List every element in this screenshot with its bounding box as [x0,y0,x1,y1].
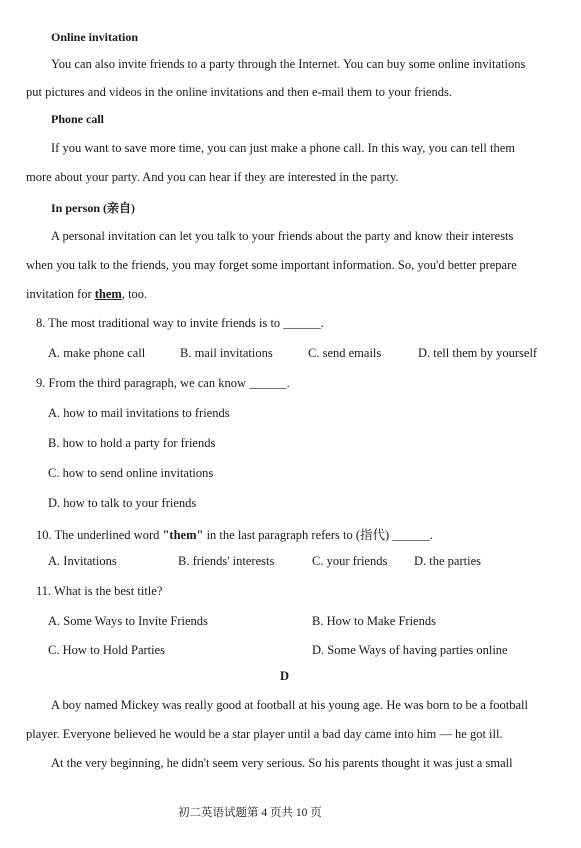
q10-option-d: D. the parties [414,554,481,568]
section-d-heading: D [280,669,290,683]
question-9: 9. From the third paragraph, we can know ______. [36,376,290,390]
paragraph-line: At the very beginning, he didn't seem very serious. So his parents thought it was just a small [51,756,513,770]
q10-option-a: A. Invitations [48,554,117,568]
q9-option-a: A. how to mail invitations to friends [48,406,230,420]
bold-word: "them" [162,528,204,542]
paragraph-line: A boy named Mickey was really good at football at his young age. He was born to be a football [51,698,528,712]
q11-option-d: D. Some Ways of having parties online [312,643,508,657]
text-segment: invitation for [26,287,95,301]
heading-in-person: In person (亲自) [51,201,136,215]
question-10 [36,525,433,543]
underlined-word: them [94,287,122,301]
text-segment: in the last paragraph refers to (指代) ______. [203,528,433,542]
q11-option-a: A. Some Ways to Invite Friends [48,614,208,628]
paragraph-line: You can also invite friends to a party through the Internet. You can buy some online invitations [51,57,526,71]
paragraph-line: player. Everyone believed he would be a star player until a bad day came into him — he got ill. [26,727,503,741]
paragraph-line: put pictures and videos in the online invitations and then e-mail them to your friends. [26,85,452,99]
heading-online-invitation: Online invitation [51,30,139,44]
paragraph-line: If you want to save more time, you can just make a phone call. In this way, you can tell them [51,141,515,155]
paragraph-line: A personal invitation can let you talk to your friends about the party and know their interests [51,229,514,243]
question-8: 8. The most traditional way to invite friends is to ______. [36,316,324,330]
text-segment: , too. [121,287,148,301]
paragraph-line: more about your party. And you can hear if they are interested in the party. [26,170,399,184]
q9-option-b: B. how to hold a party for friends [48,436,216,450]
q10-option-c: C. your friends [312,554,388,568]
q9-option-c: C. how to send online invitations [48,466,214,480]
q8-option-b: B. mail invitations [180,346,273,360]
q8-option-a: A. make phone call [48,346,146,360]
paragraph-line [26,287,147,302]
question-11: 11. What is the best title? [36,584,163,598]
heading-phone-call: Phone call [51,112,104,126]
q11-option-b: B. How to Make Friends [312,614,436,628]
q11-option-c: C. How to Hold Parties [48,643,166,657]
q8-option-c: C. send emails [308,346,382,360]
page-footer: 初二英语试题第 4 页共 10 页 [178,807,322,819]
paragraph-line: when you talk to the friends, you may forget some important information. So, you'd better prepare [26,258,517,272]
text-segment: 10. The underlined word [36,528,163,542]
q9-option-d: D. how to talk to your friends [48,496,197,510]
q8-option-d: D. tell them by yourself [418,346,538,360]
q10-option-b: B. friends' interests [178,554,275,568]
